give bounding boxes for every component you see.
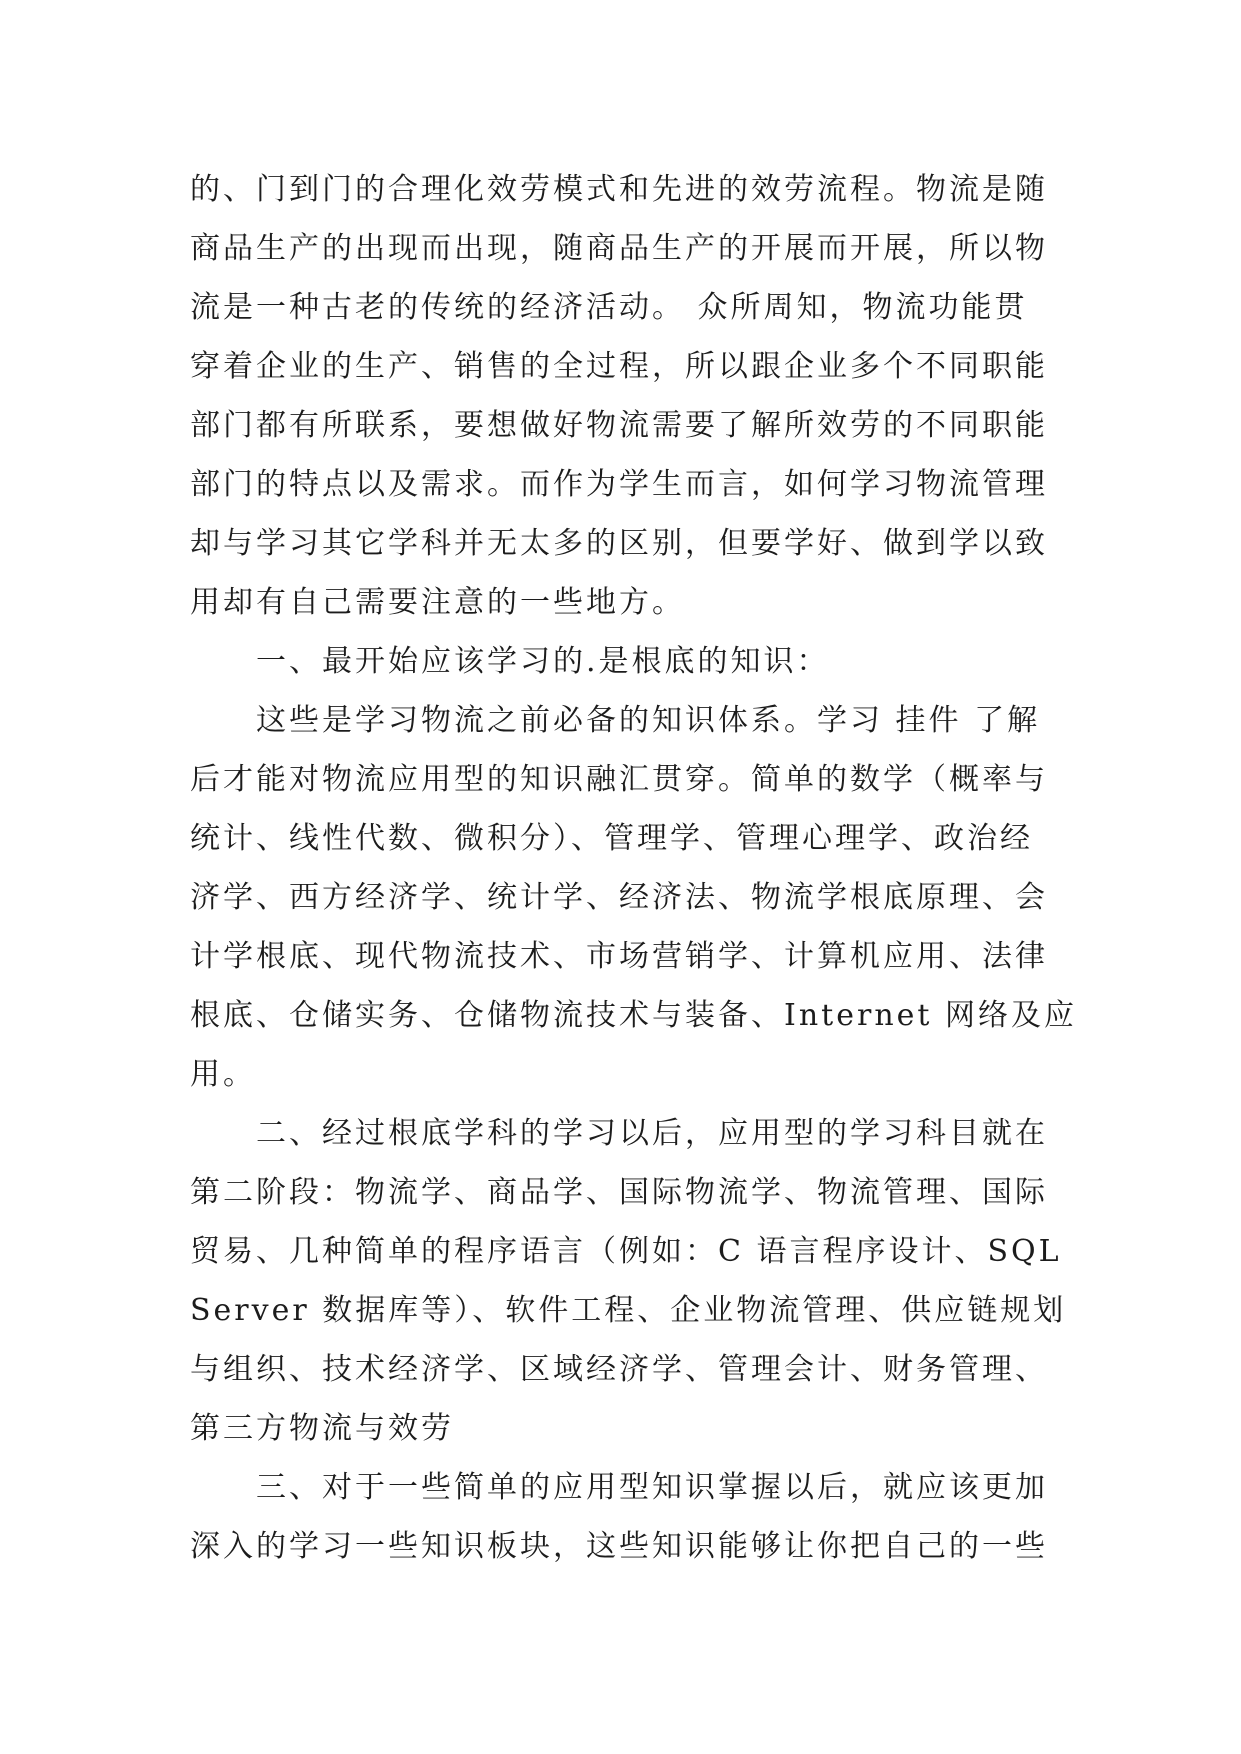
text-line: 的、门到门的合理化效劳模式和先进的效劳流程。物流是随 [190,172,1048,207]
text-line: 第二阶段：物流学、商品学、国际物流学、物流管理、国际 [190,1175,1048,1210]
text-line: 穿着企业的生产、销售的全过程，所以跟企业多个不同职能 [190,349,1048,384]
text-line: 这些是学习物流之前必备的知识体系。学习 挂件 了解 [256,703,1041,738]
text-line: 却与学习其它学科并无太多的区别，但要学好、做到学以致 [190,526,1048,561]
text-line: 计学根底、现代物流技术、市场营销学、计算机应用、法律 [190,939,1048,974]
text-line: 部门都有所联系，要想做好物流需要了解所效劳的不同职能 [190,408,1048,443]
text-line: 济学、西方经济学、统计学、经济法、物流学根底原理、会 [190,880,1048,915]
text-line: 用。 [190,1057,256,1092]
body-text [190,160,1077,1576]
text-line: 深入的学习一些知识板块，这些知识能够让你把自己的一些 [190,1529,1048,1564]
text-line: 贸易、几种简单的程序语言（例如：C 语言程序设计、SQL [190,1234,1062,1269]
text-line: 根底、仓储实务、仓储物流技术与装备、Internet 网络及应 [190,998,1077,1033]
text-line: 二、经过根底学科的学习以后，应用型的学习科目就在 [256,1116,1048,1151]
text-line: 用却有自己需要注意的一些地方。 [190,585,685,620]
text-line: 商品生产的出现而出现，随商品生产的开展而开展，所以物 [190,231,1048,266]
text-line: Server 数据库等）、软件工程、企业物流管理、供应链规划 [190,1293,1067,1328]
text-line: 统计、线性代数、微积分）、管理学、管理心理学、政治经 [190,821,1033,856]
text-line: 后才能对物流应用型的知识融汇贯穿。简单的数学（概率与 [190,762,1048,797]
text-line: 一、最开始应该学习的.是根底的知识： [256,644,830,679]
text-line: 第三方物流与效劳 [190,1411,454,1446]
text-line: 部门的特点以及需求。而作为学生而言，如何学习物流管理 [190,467,1048,502]
text-line: 与组织、技术经济学、区域经济学、管理会计、财务管理、 [190,1352,1048,1387]
text-line: 三、对于一些简单的应用型知识掌握以后，就应该更加 [256,1470,1048,1505]
text-line: 流是一种古老的传统的经济活动。 众所周知，物流功能贯 [190,290,1028,325]
